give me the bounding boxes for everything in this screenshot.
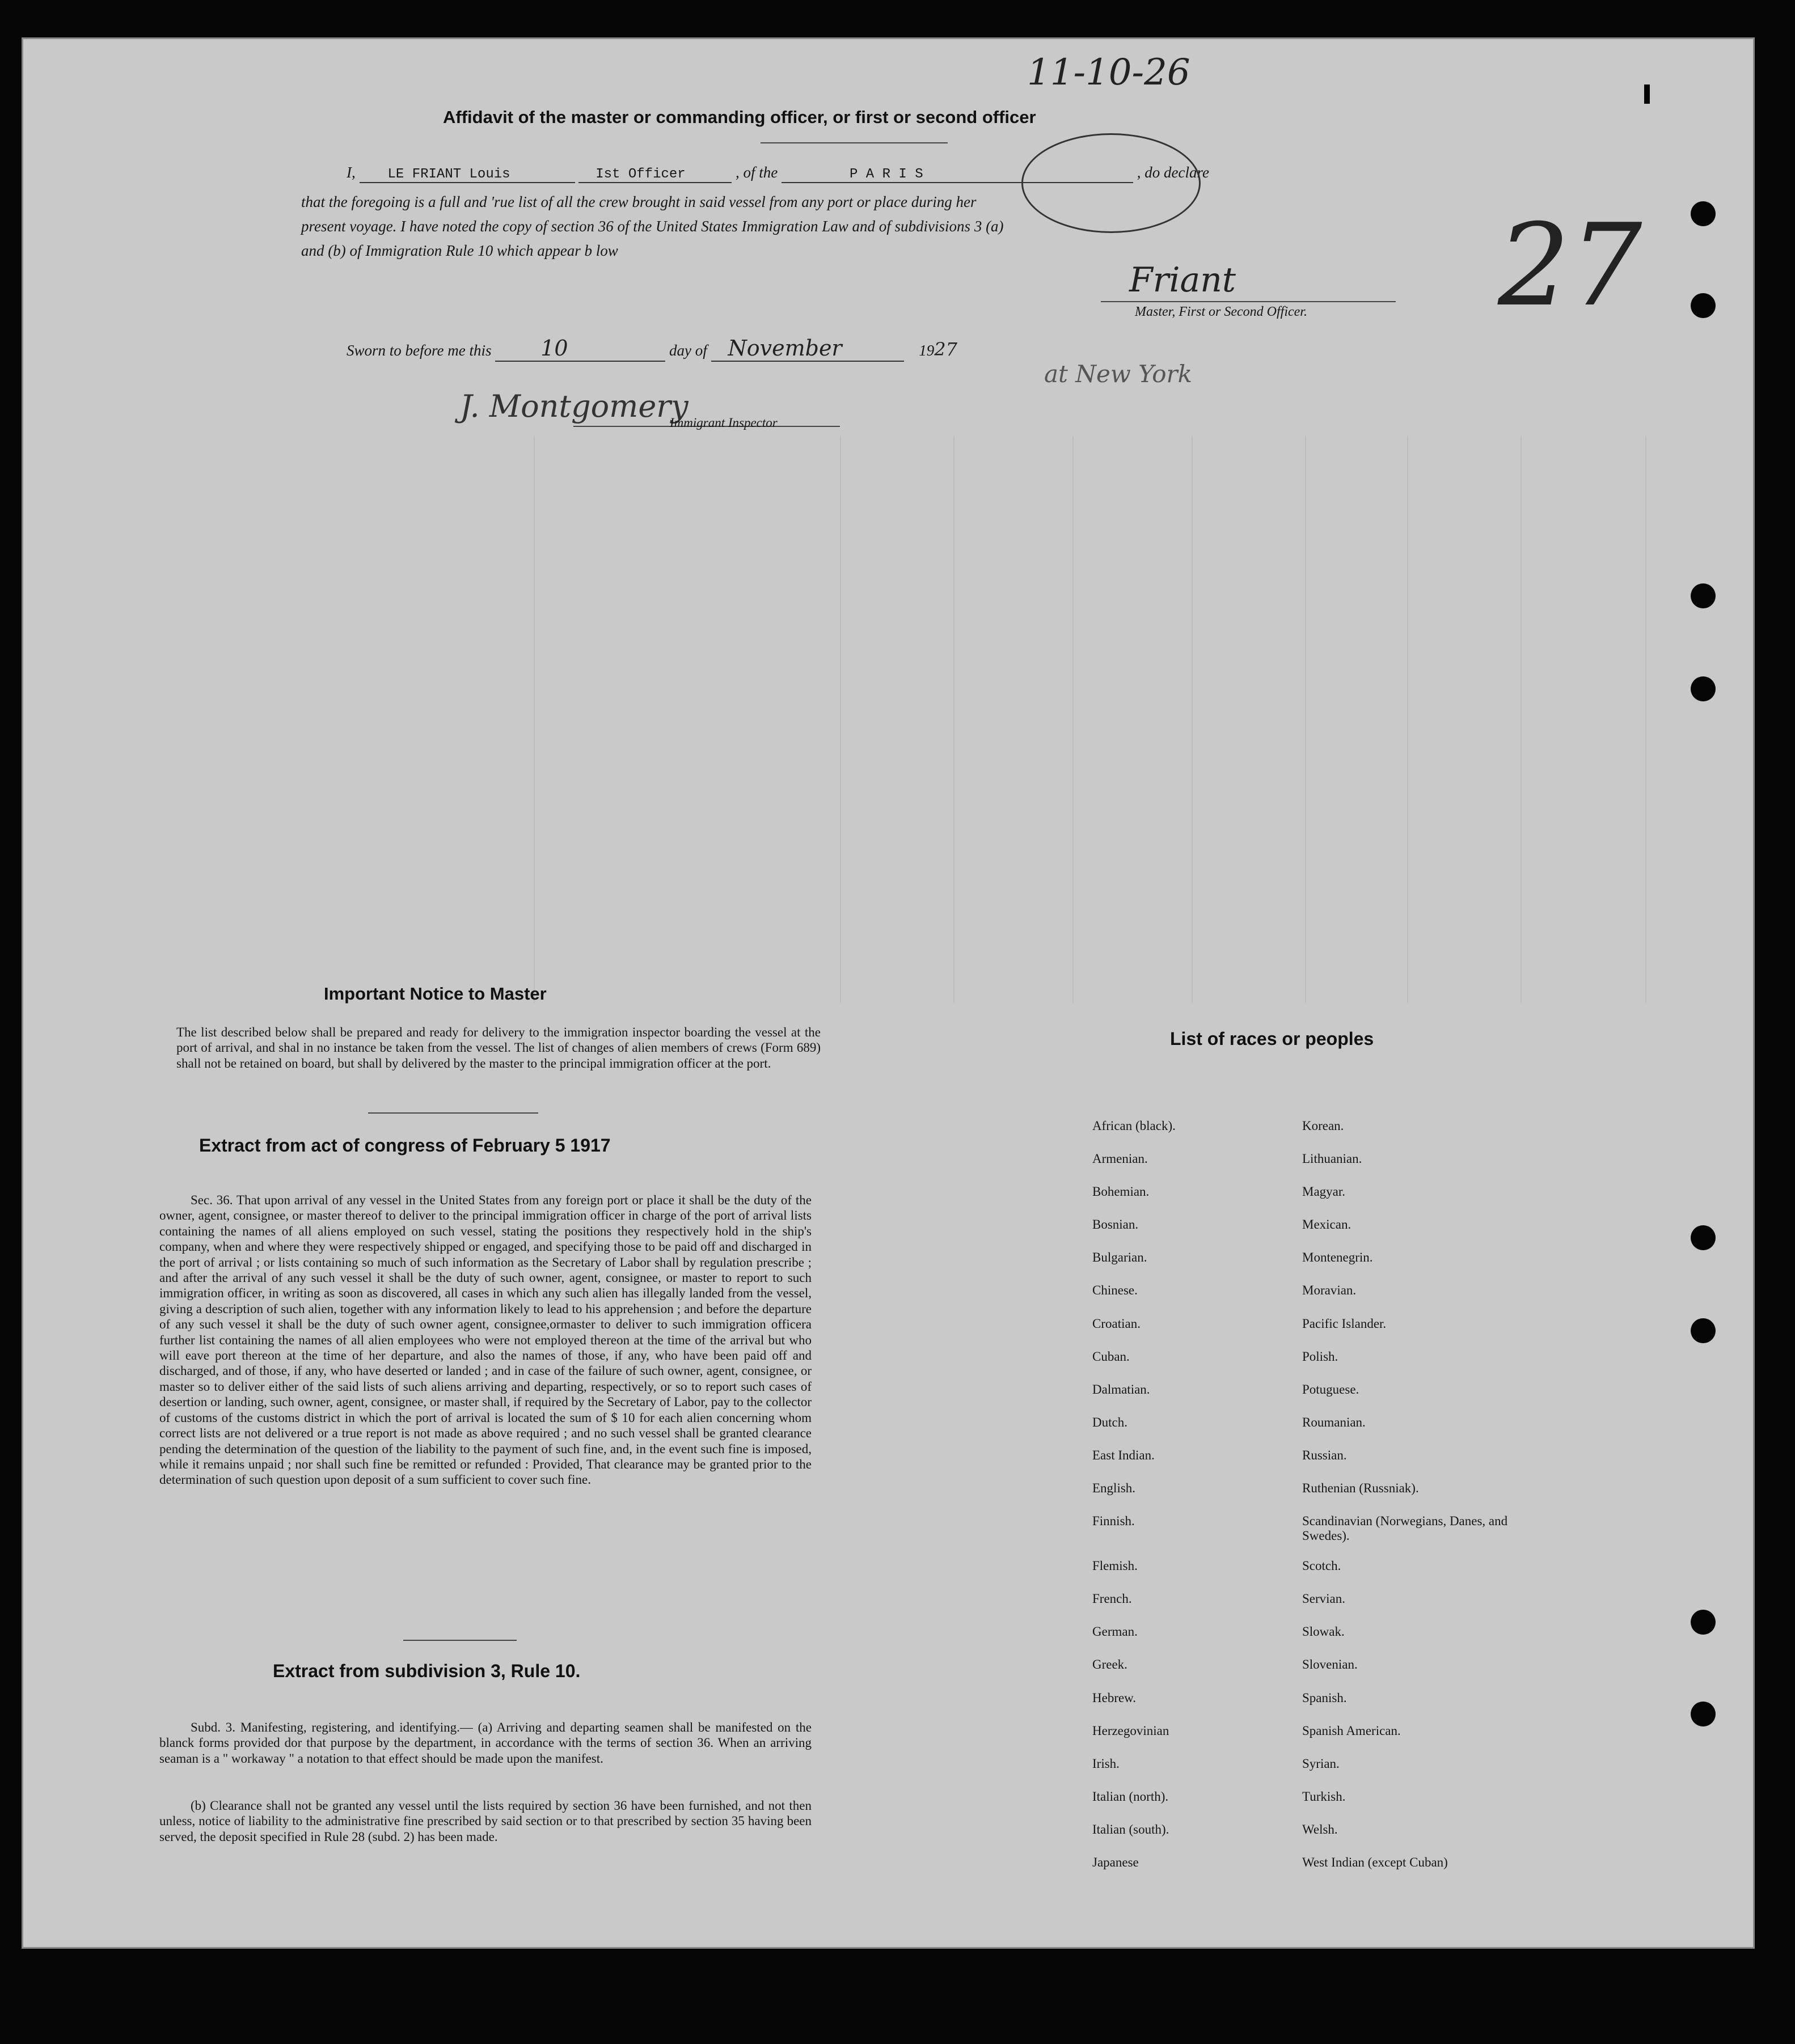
race-item: Bohemian. [1092,1184,1150,1199]
officer-signature: Friant [1129,260,1236,300]
punch-hole [1691,1318,1716,1343]
form-grid-line [1645,436,1646,1003]
race-item: Korean. [1302,1119,1344,1133]
race-item: Italian (north). [1092,1789,1169,1804]
race-item: Potuguese. [1302,1382,1359,1396]
declarant-rank: Ist Officer [578,167,732,183]
form-grid-line [840,436,841,1003]
form-grid-line [1305,436,1306,1003]
notice-text: The list described below shall be prepared and ready for delivery to the immigration inspector boarding the vessel at the port of arrival, and shal in no instance be taken from the vessel. The list of changes of alien members of crews (Form 689) shall not be retained on board, but shall by delivered by the master to the principal immigration officer at the port. [176,1025,821,1070]
race-item: Magyar. [1302,1184,1346,1199]
race-item: East Indian. [1092,1448,1155,1462]
race-item: Montenegrin. [1302,1250,1373,1265]
race-item: Armenian. [1092,1152,1148,1166]
extract2-para-a: Subd. 3. Manifesting, registering, and identifying.— (a) Arriving and departing seamen shall be manifested on the blanck forms provided dor that purpose by the department, in accordance with the terms of section 36. When an arriving seaman is a " workaway " a notation to that effect should be made upon the manifest. [159,1720,812,1766]
race-item: Roumanian. [1302,1415,1366,1429]
form-grid-line [1521,436,1522,1003]
inspector-signature: J. Montgomery [460,388,689,424]
notice-title: Important Notice to Master [324,984,547,1004]
race-item: Mexican. [1302,1217,1351,1232]
inspector-caption: Immigrant Inspector [670,416,778,430]
punch-hole [1691,293,1716,318]
form-grid-line [1072,436,1074,1003]
race-item: Turkish. [1302,1789,1346,1804]
form-grid-line [1407,436,1408,1003]
extract1-title: Extract from act of congress of February 5 1917 [199,1135,611,1156]
extract2-para-b: (b) Clearance shall not be granted any vessel until the lists required by section 36 have been furnished, and not then unless, notice of liability to the administrative fine prescribed by said section or to that prescribed by section 35 having been served, the deposit specified in Rule 28 (subd. 2) has been made. [159,1798,812,1844]
race-item: Japanese [1092,1855,1139,1869]
affidavit-line-declarant: I, LE FRIANT Louis Ist Officer , of the P A R I S , do declare [347,164,1209,182]
title-rule [761,142,948,143]
race-item: Pacific Islander. [1302,1316,1387,1331]
race-item: Dalmatian. [1092,1382,1150,1396]
sworn-line: Sworn to before me this 10 day of November 1927 [347,336,957,361]
punch-hole [1691,676,1716,701]
race-item: German. [1092,1624,1138,1639]
affidavit-title: Affidavit of the master or commanding officer, or first or second officer [443,107,1036,127]
race-item: Servian. [1302,1592,1346,1606]
sworn-year-suffix: 27 [934,338,957,360]
race-item: Polish. [1302,1349,1338,1364]
affidavit-text: that the foregoing is a full and 'rue list of all the crew brought in said vessel from any port or place during her present voyage. I have noted the copy of section 36 of the United States Immigration Law and of subdivisions 3 (a) and (b) of Immigration Rule 10 which appear b low [301,193,1004,259]
corner-mark [1644,84,1650,104]
race-item: Italian (south). [1092,1822,1169,1836]
race-item: Hebrew. [1092,1690,1137,1705]
race-item: Greek. [1092,1657,1127,1672]
race-item: West Indian (except Cuban) [1302,1855,1448,1869]
race-item: African (black). [1092,1119,1176,1133]
handwritten-date: 11-10-26 [1027,52,1190,94]
punch-hole [1691,1225,1716,1250]
declarant-name: LE FRIANT Louis [360,167,575,183]
notice-rule [368,1112,538,1114]
race-item: Ruthenian (Russniak). [1302,1481,1419,1496]
extract1-rule [403,1640,517,1641]
race-item: English. [1092,1481,1136,1496]
race-item: Bulgarian. [1092,1250,1147,1265]
race-item: Cuban. [1092,1349,1130,1364]
port-written: at New York [1044,360,1193,388]
punch-hole [1691,1610,1716,1635]
race-item: Scotch. [1302,1559,1341,1573]
form-grid-line [953,436,954,1003]
race-item: Flemish. [1092,1559,1138,1573]
punch-hole [1691,1702,1716,1726]
race-item: Lithuanian. [1302,1152,1362,1166]
races-title: List of races or peoples [1170,1029,1374,1049]
sworn-day: 10 [495,336,665,362]
race-item: Slowak. [1302,1624,1345,1639]
form-grid-line [534,436,535,1003]
race-item: Scandinavian (Norwegians, Danes, and Swedes). [1302,1514,1508,1543]
race-item: Russian. [1302,1448,1347,1462]
document-page [22,37,1755,1949]
signer-caption: Master, First or Second Officer. [1135,304,1307,319]
race-item: Spanish. [1302,1690,1347,1705]
race-item: Bosnian. [1092,1217,1139,1232]
race-item: Welsh. [1302,1822,1338,1836]
punch-hole [1691,583,1716,608]
races-column-2 [1302,1119,1540,1888]
sworn-month: November [711,336,904,362]
race-item: Finnish. [1092,1514,1135,1529]
race-item: Croatian. [1092,1316,1141,1331]
race-item: Spanish American. [1302,1723,1401,1738]
race-item: Slovenian. [1302,1657,1358,1672]
race-item: Syrian. [1302,1756,1340,1771]
form-grid-line [1192,436,1193,1003]
race-item: Dutch. [1092,1415,1127,1429]
signature-rule [1101,301,1396,302]
race-item: Chinese. [1092,1283,1138,1298]
vessel-name: P A R I S [782,167,1133,183]
race-item: Herzegovinian [1092,1723,1169,1738]
race-item: Moravian. [1302,1283,1357,1298]
extract2-title: Extract from subdivision 3, Rule 10. [273,1661,581,1681]
punch-hole [1691,201,1716,226]
extract1-text: Sec. 36. That upon arrival of any vessel in the United States from any foreign port or place it shall be the duty of the owner, agent, consignee, or master thereof to deliver to the principal immigration officer in charge of the port of arrival lists containing the names of all aliens employed on such vessel, stating the positions they respectively hold in the ship's company, when and where they were respectively shipped or engaged, and specifying those to be paid off and discharged in the port of arrival ; or lists containing so much of such information as the Secretary of Labor shall by regulation prescribe ; and after the arrival of any such vessel it shall be the duty of such owner, agent, consignee, or master to report to such immigration officer, in writing as soon as discovered, all cases in which any such alien has illegally landed from the vessel, giving a description of such alien, together with any information likely to lead to his apprehension ; and before the departure of any such vessel it shall be the duty of such owner agent, consignee,ormaster to deliver to such immigration officera further list containing the names of all alien employees who were not employed thereon at the time of the arrival but who will eave port thereon at the time of her departure, and also the names of those, if any, who have been paid off and discharged, and of those, if any, who have deserted or landed ; and in case of the failure of such owner, agent, consignee, or master so to deliver either of the said lists of such aliens arriving and departing, respectively, or so to report such cases of desertion or landing, such owner, agent, consignee, or master shall, if required by the Secretary of Labor, pay to the collector of customs of the customs district in which the port of arrival is located the sum of $ 10 for each alien concerning whom correct lists are not delivered or a true report is not made as above required ; and no such vessel shall be granted clearance pending the determination of the question of the liability to the payment of such fine, and, in the event such fine is imposed, while it remains unpaid ; nor shall such fine be remitted or refunded : Provided, That clearance may be granted prior to the determination of such question upon deposit of a sum sufficient to cover such fine. [159,1193,812,1487]
race-item: French. [1092,1592,1132,1606]
handwritten-page-number: 27 [1498,200,1642,332]
race-item: Irish. [1092,1756,1120,1771]
